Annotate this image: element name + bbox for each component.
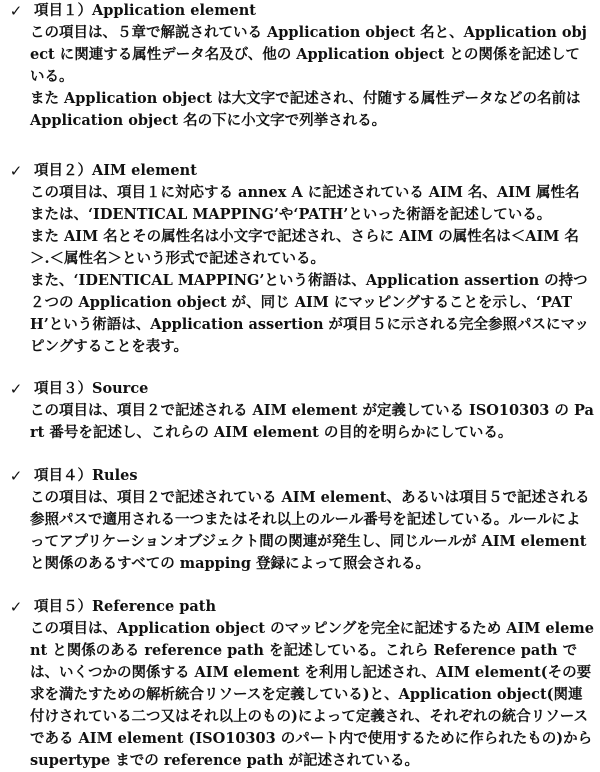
section-aim-element [8,160,594,358]
checkmark-icon: ✓ [9,467,23,485]
checkmark-icon: ✓ [9,598,23,616]
section-rules [8,465,594,575]
section-paragraph: この項目は、Application object のマッピングを完全に記述するため AIM element と関係のある reference path を記述している。これら Reference path では、いくつかの関係する AIM element を利用し記述され、AIM element(その要求を満たすための解析統合リソースを定義している)と、Application object(関連付けされている二つ又はそれ以上のもの)によって定義され、それぞれの統合リソースである AIM element (ISO10303 のパート内で使用するために作られたもの)から supertype までの reference path が記述されている。 [30,620,594,769]
section-paragraph: また、‘IDENTICAL MAPPING’という術語は、Application assertion の持つ２つの Application object が、同じ AIM にマッピングすることを示し、‘PATH’という術語は、Application assertion が項目５に示される完全参照パスにマッピングすることを表す。 [30,272,589,355]
section-paragraph: この項目は、項目２で記述されている AIM element、あるいは項目５で記述される参照パスで適用される一つまたはそれ以上のルール番号を記述している。ルールによってアプリケーションオブジェクト間の関連が発生し、同じルールが AIM element と関係のあるすべての mapping 登録によって照会される。 [30,489,590,572]
section-paragraph: この項目は、項目２で記述される AIM element が定義している ISO10303 の Part 番号を記述し、これらの AIM element の目的を明らかにしている。 [30,402,594,441]
section-heading: 項目４）Rules [34,467,138,484]
checkmark-icon: ✓ [9,380,23,398]
checkmark-icon: ✓ [9,162,23,180]
section-reference-path [8,596,594,772]
section-heading: 項目１）Application element [34,2,257,19]
section-paragraph: また Application object は大文字で記述され、付随する属性データなどの名前は Application object 名の下に小文字で列挙される。 [30,90,581,129]
section-source [8,378,594,444]
checkmark-icon: ✓ [9,2,23,20]
section-heading: 項目２）AIM element [34,162,197,179]
section-heading: 項目５）Reference path [34,598,217,615]
section-application-element [8,0,594,132]
section-heading: 項目３）Source [34,380,149,397]
section-paragraph: この項目は、項目１に対応する annex A に記述されている AIM 名、AIM 属性名または、‘IDENTICAL MAPPING’や‘PATH’といった術語を記述している。 [30,184,580,223]
section-paragraph: この項目は、５章で解説されている Application object 名と、Application object に関連する属性データ名及び、他の Application object との関係を記述している。 [30,24,587,85]
section-paragraph: また AIM 名とその属性名は小文字で記述され、さらに AIM の属性名は＜AIM 名＞.＜属性名＞という形式で記述されている。 [30,228,579,267]
